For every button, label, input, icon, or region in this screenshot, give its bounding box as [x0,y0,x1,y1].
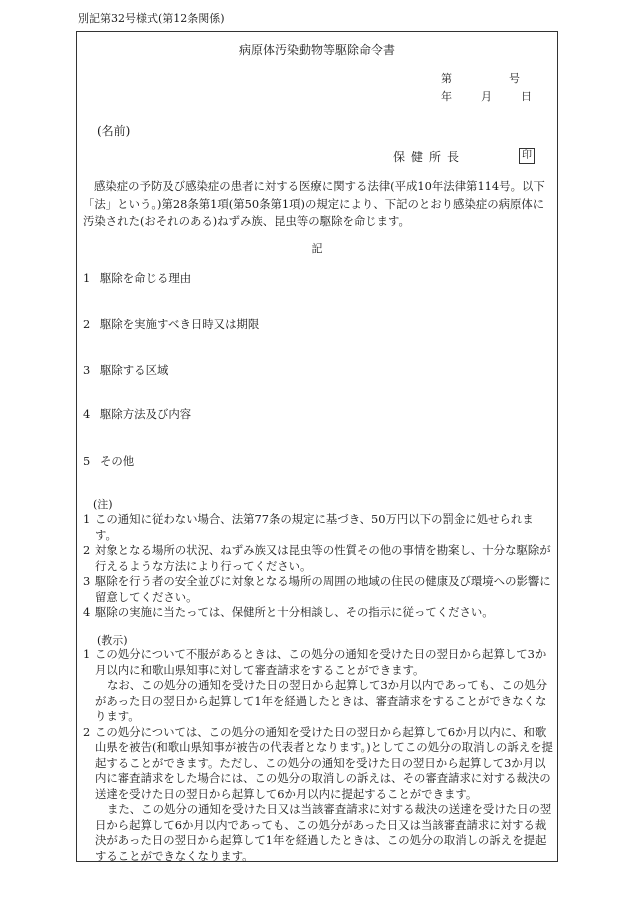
seal-stamp: 印 [519,148,535,164]
note-text: 対象となる場所の状況、ねずみ族又は昆虫等の性質その他の事情を勘案し、十分な駆除が行えるような方法により行ってください。 [95,543,551,573]
addressee: (名前) [97,124,131,138]
document-number [441,70,520,86]
form-label: 別記第32号様式(第12条関係) [78,12,225,25]
document-frame [76,31,558,862]
issuer: 保健所長 [393,150,466,164]
ki-heading: 記 [311,242,323,255]
note-item [83,574,553,605]
kyoji-number: 2 [83,724,91,739]
date-month: 月 [481,90,492,103]
note-item [83,512,553,543]
note-number: 4 [83,605,91,619]
note-item [83,543,553,574]
item-label: 駆除する区域 [100,363,169,377]
kyoji-text: この処分について不服があるときは、この処分の通知を受けた日の翌日から起算して3か月以内に和歌山県知事に対して審査請求をすることができます。 [95,647,547,677]
kyoji-heading: (教示) [97,634,128,647]
order-item-area [83,362,168,378]
order-item-deadline [83,316,259,332]
notes-list [83,512,553,621]
item-label: 駆除方法及び内容 [100,407,192,421]
kyoji-paragraph: また、この処分の通知を受けた日又は当該審査請求に対する裁決の送達を受けた日の翌日から起算して6か月以内であっても、この処分があった日又は当該審査請求に対する裁決があった日の翌日から起算して1年を経過したときは、この処分の取消しの訴えを提起することができなくなります。 [95,802,552,863]
item-number: 3 [83,363,91,377]
number-go: 号 [509,72,520,85]
order-item-reason [83,270,191,286]
order-item-other [83,453,134,469]
note-number: 3 [83,574,91,588]
document-date [441,88,532,104]
note-text: この通知に従わない場合、法第77条の規定に基づき、50万円以下の罰金に処せられます。 [95,512,534,542]
item-label: その他 [100,454,135,468]
number-dai: 第 [441,72,452,85]
note-text: 駆除を行う者の安全並びに対象となる場所の周囲の地域の住民の健康及び環境への影響に留意してください。 [95,574,551,604]
item-number: 5 [83,454,91,468]
note-number: 1 [83,512,91,526]
kyoji-number: 1 [83,647,91,661]
date-day: 日 [521,90,532,103]
item-number: 4 [83,407,91,421]
kyoji-item [83,647,553,678]
kyoji-item [83,725,553,803]
item-number: 1 [83,271,91,285]
order-body: 感染症の予防及び感染症の患者に対する医療に関する法律(平成10年法律第114号。以下「法」という。)第28条第1項(第50条第1項)の規定により、下記のとおり感染症の病原体に汚染された(おそれのある)ねずみ族、昆虫等の駆除を命じます。 [83,179,545,228]
order-item-method [83,406,191,422]
date-year: 年 [441,90,452,103]
note-number: 2 [83,543,91,557]
notes-heading: (注) [93,498,113,511]
kyoji-text: この処分については、この処分の通知を受けた日の翌日から起算して6か月以内に、和歌山県を被告(和歌山県知事が被告の代表者となります。)としてこの処分の取消しの訴えを提起することができます。ただし、この処分の通知を受けた日の翌日から起算して3か月以内に審査請求をした場合には、この処分の取消しの訴えは、その審査請求に対する裁決の送達を受けた日の翌日から起算して6か月以内に提起することができます。 [95,724,553,801]
note-item [83,605,553,621]
kyoji-paragraph: なお、この処分の通知を受けた日の翌日から起算して3か月以内であっても、この処分があった日の翌日から起算して1年を経過したときは、審査請求をすることができなくなります。 [95,678,547,723]
item-number: 2 [83,317,91,331]
document-title: 病原体汚染動物等駆除命令書 [238,43,395,57]
item-label: 駆除を実施すべき日時又は期限 [100,317,260,331]
note-text: 駆除の実施に当たっては、保健所と十分相談し、その指示に従ってください。 [95,605,494,619]
kyoji-list [83,647,553,864]
item-label: 駆除を命じる理由 [100,271,192,285]
